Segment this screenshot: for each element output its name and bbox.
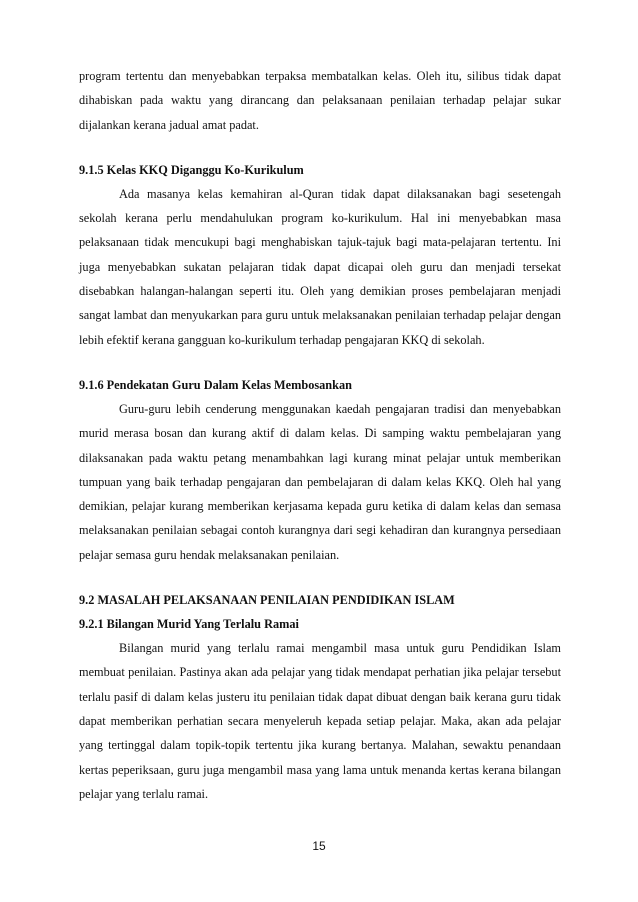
- section-heading-9-1-5: 9.1.5 Kelas KKQ Diganggu Ko-Kurikulum: [79, 162, 304, 177]
- page-content: [79, 64, 561, 806]
- spacer: [79, 137, 561, 158]
- section-heading-9-1-6: 9.1.6 Pendekatan Guru Dalam Kelas Membosankan: [79, 377, 352, 392]
- section-body-9-1-5: Ada masanya kelas kemahiran al-Quran tidak dapat dilaksanakan bagi sesetengah sekolah kerana perlu mendahulukan program ko-kurikulum. Hal ini menyebabkan masa pelaksanaan tidak mencukupi bagi menghabiskan tajuk-tajuk bagi mata-pelajaran tertentu. Ini juga menyebabkan sukatan pelajaran tidak dapat dicapai oleh guru dan menjadi tersekat disebabkan halangan-halangan seperti itu. Oleh yang demikian proses pembelajaran menjadi sangat lambat dan menyukarkan para guru untuk melaksanakan penilaian terhadap pelajar dengan lebih efektif kerana gangguan ko-kurikulum terhadap pengajaran KKQ di sekolah.: [79, 186, 561, 347]
- section-body-9-1-6: Guru-guru lebih cenderung menggunakan kaedah pengajaran tradisi dan menyebabkan murid merasa bosan dan kurang aktif di dalam kelas. Di samping waktu pembelajaran yang dilaksanakan pada waktu petang menambahkan lagi kurang minat pelajar untuk memberikan tumpuan yang baik terhadap pengajaran dan pembelajaran di dalam kelas KKQ. Oleh hal yang demikian, pelajar kurang memberikan kerjasama kepada guru ketika di dalam kelas dan semasa melaksanakan penilaian sebagai contoh kurangnya dari segi kehadiran dan kurangnya persediaan pelajar semasa guru hendak melaksanakan penilaian.: [79, 401, 561, 562]
- page-number: 15: [312, 839, 326, 853]
- section-heading-9-2-1: 9.2.1 Bilangan Murid Yang Terlalu Ramai: [79, 617, 299, 632]
- spacer: [79, 567, 561, 588]
- section-body-9-2-1: Bilangan murid yang terlalu ramai mengambil masa untuk guru Pendidikan Islam membuat penilaian. Pastinya akan ada pelajar yang tidak mendapat perhatian jika pelajar tersebut terlalu pasif di dalam kelas justeru itu penilaian tidak dapat dibuat dengan baik kerana guru tidak dapat memberikan perhatian secara menyeleruh kepada setiap pelajar. Maka, akan ada pelajar yang tertinggal dalam topik-topik tertentu jika kurang bertanya. Malahan, sewaktu penandaan kertas peperiksaan, guru juga mengambil masa yang lama untuk menanda kertas kerana bilangan pelajar yang terlalu ramai.: [79, 641, 561, 801]
- spacer: [79, 352, 561, 373]
- intro-paragraph: program tertentu dan menyebabkan terpaksa membatalkan kelas. Oleh itu, silibus tidak dapat dihabiskan pada waktu yang dirancang dan pelaksanaan penilaian terhadap pelajar sukar dijalankan kerana jadual amat padat.: [79, 69, 561, 132]
- section-heading-9-2: 9.2 MASALAH PELAKSANAAN PENILAIAN PENDIDIKAN ISLAM: [79, 593, 455, 608]
